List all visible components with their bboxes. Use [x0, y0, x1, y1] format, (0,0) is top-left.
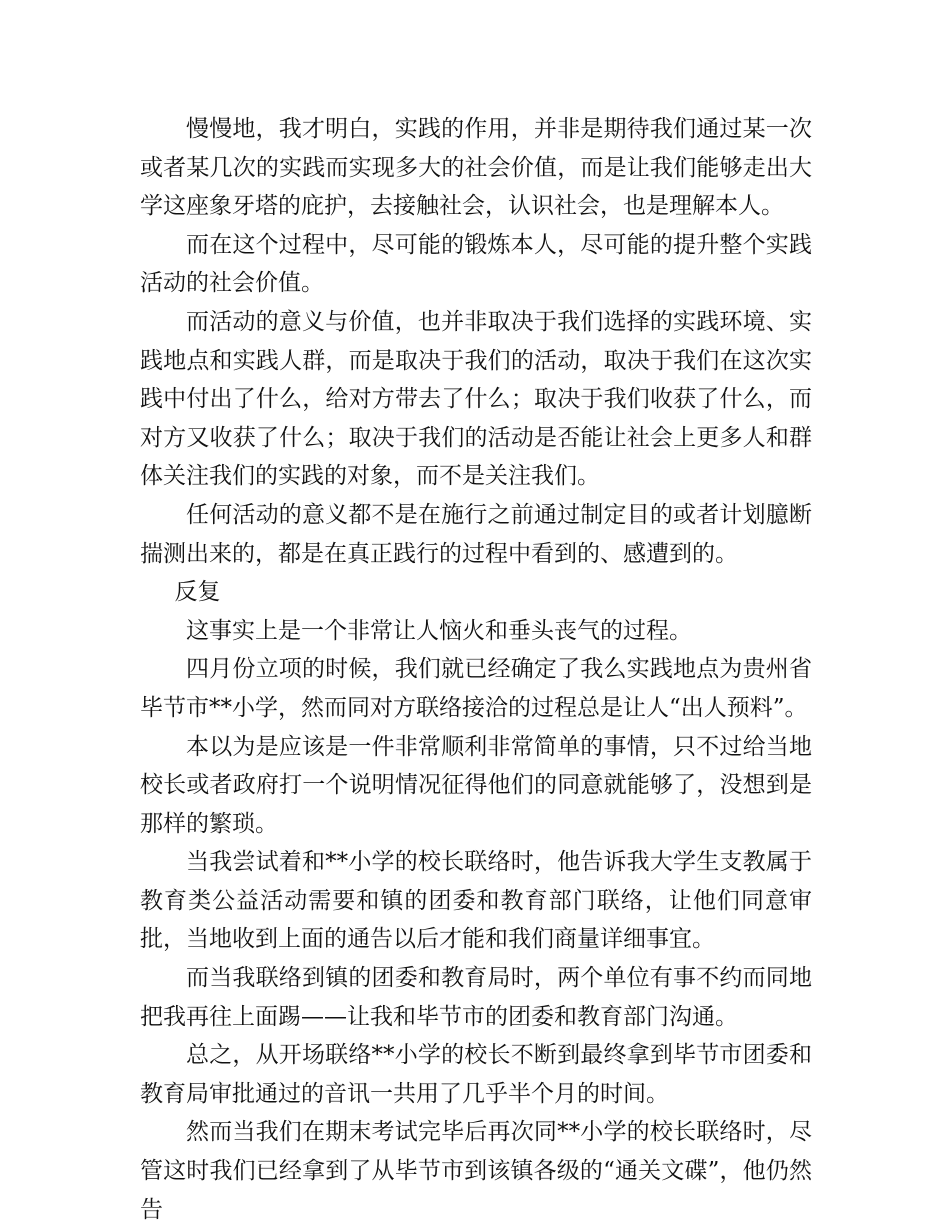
paragraph: 四月份立项的时候，我们就已经确定了我么实践地点为贵州省毕节市**小学，然而同对方联络接洽的过程总是让人“出人预料”。 [140, 656, 812, 721]
paragraph: 而在这个过程中，尽可能的锻炼本人，尽可能的提升整个实践活动的社会价值。 [140, 231, 812, 297]
paragraph: 本以为是应该是一件非常顺利非常简单的事情，只不过给当地校长或者政府打一个说明情况征得他们的同意就能够了，没想到是那样的繁琐。 [140, 733, 812, 837]
document-body [140, 110, 812, 1229]
paragraph: 而活动的意义与价值，也并非取决于我们选择的实践环境、实践地点和实践人群，而是取决于我们的活动，取决于我们在这次实践中付出了什么，给对方带去了什么；取决于我们收获了什么，而对方又收获了什么；取决于我们的活动是否能让社会上更多人和群体关注我们的实践的对象，而不是关注我们。 [140, 308, 812, 490]
paragraph: 然而当我们在期末考试完毕后再次同**小学的校长联络时，尽管这时我们已经拿到了从毕节市到该镇各级的“通关文碟”，他仍然告 [140, 1119, 812, 1223]
paragraph: 这事实上是一个非常让人恼火和垂头丧气的过程。 [186, 617, 692, 644]
paragraph: 总之，从开场联络**小学的校长不断到最终拿到毕节市团委和教育局审批通过的音讯一共用了几乎半个月的时间。 [140, 1042, 812, 1107]
paragraph: 慢慢地，我才明白，实践的作用，并非是期待我们通过某一次或者某几次的实践而实现多大的社会价值，而是让我们能够走出大学这座象牙塔的庇护，去接触社会，认识社会，也是理解本人。 [140, 116, 812, 220]
paragraph: 当我尝试着和**小学的校长联络时，他告诉我大学生支教属于教育类公益活动需要和镇的团委和教育部门联络，让他们同意审批，当地收到上面的通告以后才能和我们商量详细事宜。 [140, 849, 812, 953]
section-heading: 反复 [174, 579, 221, 606]
paragraph: 而当我联络到镇的团委和教育局时，两个单位有事不约而同地把我再往上面踢——让我和毕节市的团委和教育部门沟通。 [140, 965, 812, 1030]
paragraph: 任何活动的意义都不是在施行之前通过制定目的或者计划臆断揣测出来的，都是在真正践行的过程中看到的、感遭到的。 [140, 501, 812, 567]
